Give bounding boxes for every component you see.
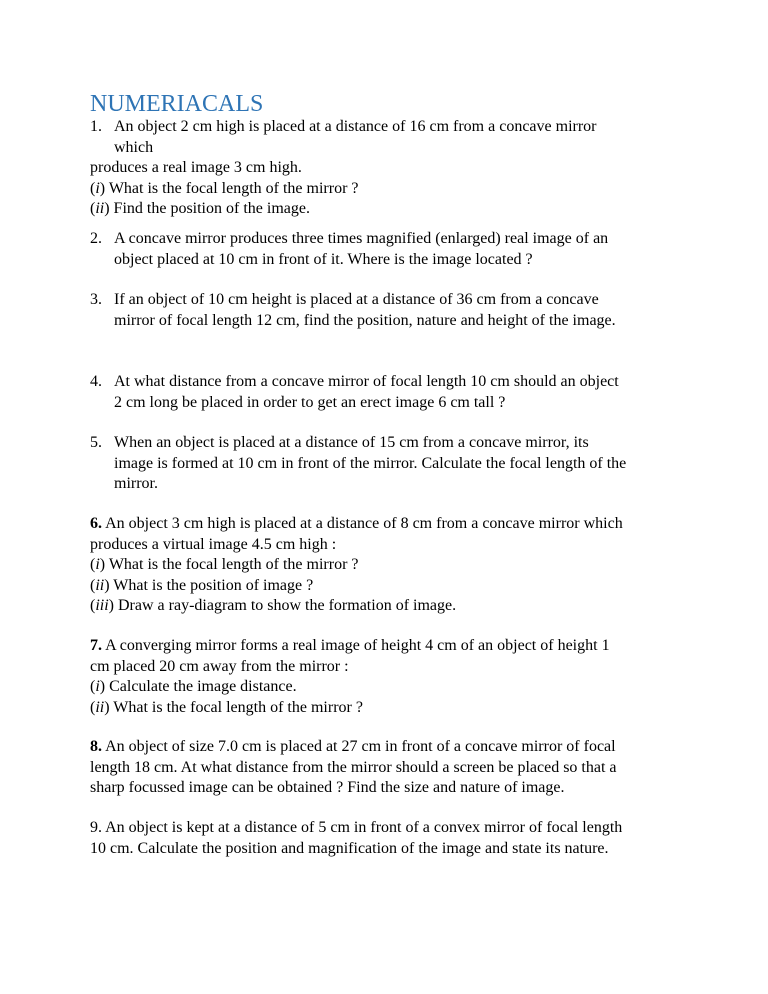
question-9 bbox=[90, 818, 690, 859]
sub-question: (ii) Find the position of the image. bbox=[90, 200, 310, 217]
question-text: image is formed at 10 cm in front of the mirror. Calculate the focal length of the bbox=[114, 454, 627, 472]
question-6 bbox=[90, 514, 690, 617]
sub-question-marker: i bbox=[95, 678, 100, 695]
question-text: 2 cm long be placed in order to get an erect image 6 cm tall ? bbox=[114, 393, 506, 411]
question-number: 4. bbox=[90, 373, 102, 390]
question-text: 9. An object is kept at a distance of 5 cm in front of a convex mirror of focal length bbox=[90, 819, 623, 836]
question-text: When an object is placed at a distance of 15 cm from a concave mirror, its bbox=[114, 434, 589, 451]
question-text: At what distance from a concave mirror of focal length 10 cm should an object bbox=[114, 373, 619, 390]
question-number: 5. bbox=[90, 434, 102, 451]
question-text: sharp focussed image can be obtained ? Find the size and nature of image. bbox=[90, 779, 565, 796]
question-7 bbox=[90, 636, 690, 718]
question-3 bbox=[90, 290, 690, 331]
question-number: 2. bbox=[90, 230, 102, 247]
question-number: 3. bbox=[90, 291, 102, 308]
question-text: A concave mirror produces three times magnified (enlarged) real image of an bbox=[114, 230, 609, 247]
question-8 bbox=[90, 737, 690, 799]
question-5 bbox=[90, 433, 690, 495]
question-text: An object 3 cm high is placed at a distance of 8 cm from a concave mirror which bbox=[102, 515, 623, 532]
sub-question-text: What is the focal length of the mirror ? bbox=[105, 179, 359, 197]
question-text: produces a real image 3 cm high. bbox=[90, 159, 302, 176]
page-title: NUMERIACALS bbox=[90, 91, 264, 117]
sub-question: (i) Calculate the image distance. bbox=[90, 678, 297, 695]
question-text: produces a virtual image 4.5 cm high : bbox=[90, 535, 337, 553]
sub-question: (ii) What is the focal length of the mirror ? bbox=[90, 698, 363, 716]
question-text: length 18 cm. At what distance from the mirror should a screen be placed so that a bbox=[90, 758, 617, 776]
sub-question-text: Find the position of the image. bbox=[109, 200, 310, 217]
question-number: 7. bbox=[90, 637, 102, 654]
question-2 bbox=[90, 229, 690, 270]
question-number: 1. bbox=[90, 118, 102, 135]
sub-question-marker: ii bbox=[95, 698, 105, 716]
question-text: mirror. bbox=[114, 475, 158, 492]
sub-question-text: Draw a ray-diagram to show the formation of image. bbox=[114, 597, 457, 614]
sub-question: (i) What is the focal length of the mirror ? bbox=[90, 556, 359, 573]
question-1 bbox=[90, 117, 690, 220]
question-text: 10 cm. Calculate the position and magnification of the image and state its nature. bbox=[90, 839, 609, 857]
question-text: which bbox=[114, 138, 154, 156]
sub-question: (iii) Draw a ray-diagram to show the formation of image. bbox=[90, 597, 457, 614]
question-text: mirror of focal length 12 cm, find the position, nature and height of the image. bbox=[114, 311, 616, 329]
sub-question-text: What is the focal length of the mirror ? bbox=[105, 556, 359, 573]
sub-question-marker: i bbox=[95, 179, 100, 197]
sub-question-marker: iii bbox=[95, 597, 109, 614]
sub-question-marker: ii bbox=[95, 576, 105, 594]
sub-question-text: What is the position of image ? bbox=[109, 576, 314, 594]
sub-question: (ii) What is the position of image ? bbox=[90, 576, 314, 594]
sub-question-text: What is the focal length of the mirror ? bbox=[109, 698, 363, 716]
sub-question: (i) What is the focal length of the mirror ? bbox=[90, 179, 359, 197]
question-text: An object of size 7.0 cm is placed at 27 cm in front of a concave mirror of focal bbox=[102, 738, 616, 755]
question-text: A converging mirror forms a real image of height 4 cm of an object of height 1 bbox=[102, 637, 610, 654]
question-number: 6. bbox=[90, 515, 102, 532]
question-text: An object 2 cm high is placed at a distance of 16 cm from a concave mirror bbox=[114, 118, 597, 135]
sub-question-text: Calculate the image distance. bbox=[105, 678, 297, 695]
question-text: object placed at 10 cm in front of it. Where is the image located ? bbox=[114, 250, 533, 268]
sub-question-marker: ii bbox=[95, 200, 105, 217]
question-text: If an object of 10 cm height is placed at a distance of 36 cm from a concave bbox=[114, 291, 599, 308]
question-4 bbox=[90, 372, 690, 413]
question-text: cm placed 20 cm away from the mirror : bbox=[90, 657, 349, 675]
question-number: 8. bbox=[90, 738, 102, 755]
sub-question-marker: i bbox=[95, 556, 100, 573]
